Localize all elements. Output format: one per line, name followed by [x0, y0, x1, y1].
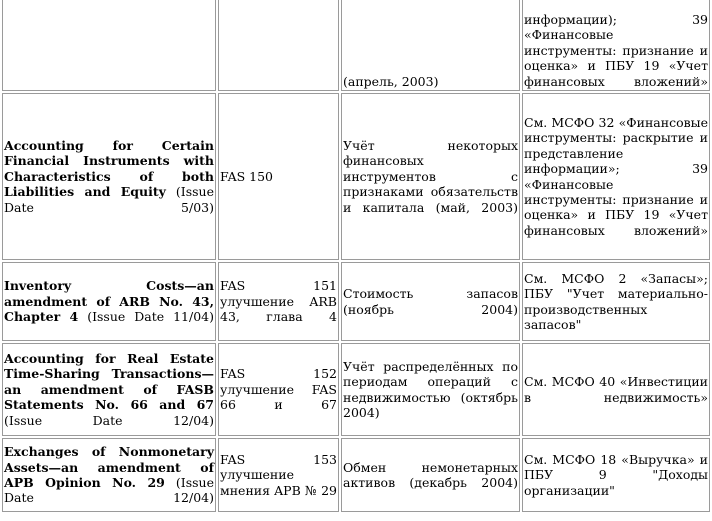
fas-number-cell: FAS 152 улучшение FAS 66 и 67	[218, 343, 339, 436]
ifrs-reference-cell: информации); 39 «Финансовые инструменты: признание и оценка» и ПБУ 19 «Учет финансовых вложений»	[522, 0, 710, 91]
ifrs-reference-cell: См. МСФО 18 «Выручка» и ПБУ 9 "Доходы организации"	[522, 438, 710, 512]
table-row	[2, 93, 710, 260]
issue-date: (Issue Date 12/04)	[4, 412, 214, 428]
standard-title-cell	[2, 262, 216, 341]
ifrs-reference-cell: См. МСФО 40 «Инвестиции в недвижимость»	[522, 343, 710, 436]
table-row	[2, 262, 710, 341]
russian-title-cell: Учёт распределённых по периодам операций с недвижимостью (октябрь 2004)	[341, 343, 520, 436]
russian-title-cell: (апрель, 2003)	[341, 0, 520, 91]
ifrs-reference-cell: См. МСФО 2 «Запасы»; ПБУ "Учет материально-производственных запасов"	[522, 262, 710, 341]
standard-title-cell	[2, 438, 216, 512]
table-row	[2, 0, 710, 91]
fas-number-cell: FAS 151 улучшение ARB 43, глава 4	[218, 262, 339, 341]
standard-title-cell	[2, 343, 216, 436]
fas-number-cell: FAS 150	[218, 93, 339, 260]
russian-title-cell: Обмен немонетарных активов (декабрь 2004)	[341, 438, 520, 512]
issue-date: (Issue Date 12/04)	[4, 475, 214, 506]
standard-title: Accounting for Real Estate Time-Sharing Transactions—an amendment of FASB Statements No. 66 and 67	[4, 350, 214, 413]
standard-title-cell	[2, 93, 216, 260]
fas-number-cell: FAS 153 улучшение мнения APB № 29	[218, 438, 339, 512]
table-row	[2, 343, 710, 436]
russian-title-cell: Стоимость запасов (ноябрь 2004)	[341, 262, 520, 341]
issue-date: (Issue Date 5/03)	[4, 184, 214, 215]
standard-title: Inventory Costs—an amendment of ARB No. 43, Chapter 4	[4, 278, 214, 325]
issue-date: (Issue Date 11/04)	[87, 309, 214, 325]
fas-number-cell	[218, 0, 339, 91]
table-row	[2, 438, 710, 512]
standard-title: Exchanges of Nonmonetary Assets—an amendment of APB Opinion No. 29	[4, 444, 214, 490]
standard-title: Accounting for Certain Financial Instruments with Characteristics of both Liabilities and Equity	[4, 137, 214, 200]
ifrs-reference-cell: См. МСФО 32 «Финансовые инструменты: раскрытие и представление информации»; 39 «Финансовые инструменты: признание и оценка» и ПБУ 19 «Учет финансовых вложений»	[522, 93, 710, 260]
russian-title-cell: Учёт некоторых финансовых инструментов с признаками обязательств и капитала (май, 2003)	[341, 93, 520, 260]
standard-title-cell	[2, 0, 216, 91]
